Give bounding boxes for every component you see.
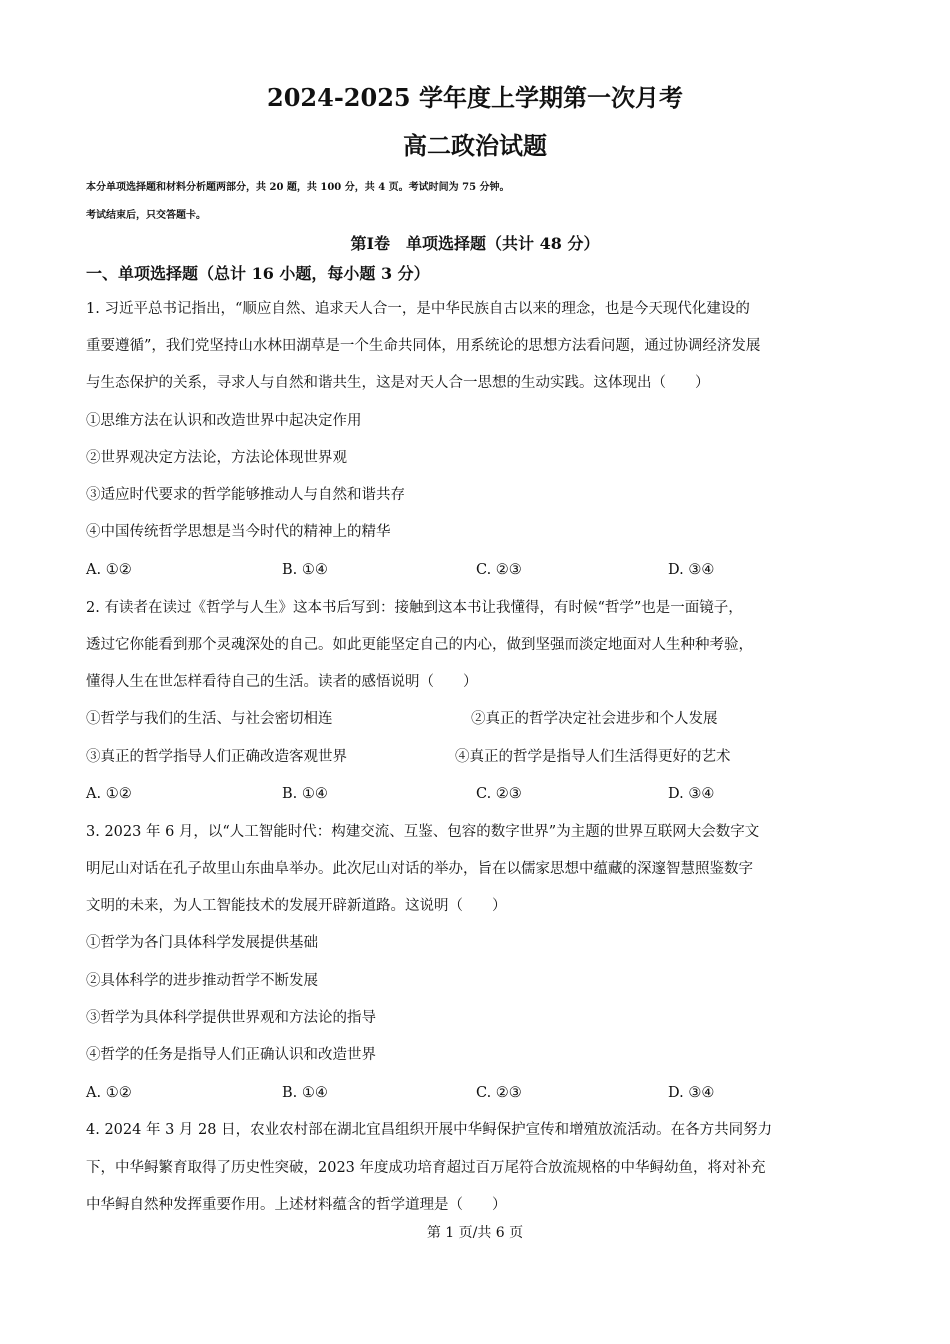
question-1-option-c: C. ②③ <box>476 562 522 578</box>
exam-subtitle: 高二政治试题 <box>403 131 547 160</box>
question-2-statement-4: ④真正的哲学是指导人们生活得更好的艺术 <box>455 749 731 765</box>
exam-notice-line-2: 考试结束后，只交答题卡。 <box>86 210 206 221</box>
question-2-option-d: D. ③④ <box>668 786 715 802</box>
question-2-option-a: A. ①② <box>86 786 132 802</box>
question-4-line-2: 下，中华鲟繁育取得了历史性突破，2023 年度成功培育超过百万尾符合放流规格的中华鲟幼鱼，将对补充 <box>86 1160 766 1176</box>
question-1-line-2: 重要遵循”，我们党坚持山水林田湖草是一个生命共同体，用系统论的思想方法看问题，通过协调经济发展 <box>86 338 761 354</box>
question-3-option-c: C. ②③ <box>476 1085 522 1101</box>
question-2-statement-3: ③真正的哲学指导人们正确改造客观世界 <box>86 749 347 765</box>
question-3-statement-1: ①哲学为各门具体科学发展提供基础 <box>86 935 318 951</box>
question-3-option-a: A. ①② <box>86 1085 132 1101</box>
question-3-statement-4: ④哲学的任务是指导人们正确认识和改造世界 <box>86 1047 376 1063</box>
exam-notice-line-1: 本分单项选择题和材料分析题两部分，共 20 题，共 100 分，共 4 页。考试时间为 75 分钟。 <box>86 182 510 193</box>
question-1-line-1: 1. 习近平总书记指出，“顺应自然、追求天人合一，是中华民族自古以来的理念，也是今天现代化建设的 <box>86 301 750 317</box>
question-1-option-a: A. ①② <box>86 562 132 578</box>
question-3-line-2: 明尼山对话在孔子故里山东曲阜举办。此次尼山对话的举办，旨在以儒家思想中蕴藏的深邃智慧照鉴数字 <box>86 861 753 877</box>
question-4-line-3: 中华鲟自然种发挥重要作用。上述材料蕴含的哲学道理是（ ） <box>86 1197 507 1213</box>
question-3-option-b: B. ①④ <box>282 1085 328 1101</box>
question-3-option-d: D. ③④ <box>668 1085 715 1101</box>
question-3-statement-2: ②具体科学的进步推动哲学不断发展 <box>86 973 318 989</box>
question-4-line-1: 4. 2024 年 3 月 28 日，农业农村部在湖北宜昌组织开展中华鲟保护宣传和增殖放流活动。在各方共同努力 <box>86 1122 773 1138</box>
question-2-line-1: 2. 有读者在读过《哲学与人生》这本书后写到：接触到这本书让我懂得，有时候“哲学”也是一面镜子， <box>86 600 743 616</box>
exam-title: 2024-2025 学年度上学期第一次月考 <box>267 83 683 112</box>
question-2-option-b: B. ①④ <box>282 786 328 802</box>
question-2-option-c: C. ②③ <box>476 786 522 802</box>
page-footer: 第 1 页/共 6 页 <box>426 1225 524 1241</box>
question-1-option-b: B. ①④ <box>282 562 328 578</box>
question-1-line-3: 与生态保护的关系，寻求人与自然和谐共生，这是对天人合一思想的生动实践。这体现出（ ） <box>86 375 710 391</box>
section-title: 第Ⅰ卷 单项选择题（共计 48 分） <box>350 234 600 253</box>
question-1-statement-4: ④中国传统哲学思想是当今时代的精神上的精华 <box>86 524 391 540</box>
question-1-statement-1: ①思维方法在认识和改造世界中起决定作用 <box>86 413 362 429</box>
question-1-statement-2: ②世界观决定方法论，方法论体现世界观 <box>86 450 347 466</box>
question-2-line-3: 懂得人生在世怎样看待自己的生活。读者的感悟说明（ ） <box>86 674 478 690</box>
question-1-option-d: D. ③④ <box>668 562 715 578</box>
question-3-line-1: 3. 2023 年 6 月，以“人工智能时代：构建交流、互鉴、包容的数字世界”为主题的世界互联网大会数字文 <box>86 824 760 840</box>
question-2-statement-2: ②真正的哲学决定社会进步和个人发展 <box>471 711 718 727</box>
question-2-line-2: 透过它你能看到那个灵魂深处的自己。如此更能坚定自己的内心，做到坚强而淡定地面对人生种种考验， <box>86 637 753 653</box>
question-2-statement-1: ①哲学与我们的生活、与社会密切相连 <box>86 711 333 727</box>
question-3-statement-3: ③哲学为具体科学提供世界观和方法论的指导 <box>86 1010 376 1026</box>
question-1-statement-3: ③适应时代要求的哲学能够推动人与自然和谐共存 <box>86 487 405 503</box>
question-3-line-3: 文明的未来，为人工智能技术的发展开辟新道路。这说明（ ） <box>86 898 507 914</box>
section-heading: 一、单项选择题（总计 16 小题，每小题 3 分） <box>86 264 430 283</box>
